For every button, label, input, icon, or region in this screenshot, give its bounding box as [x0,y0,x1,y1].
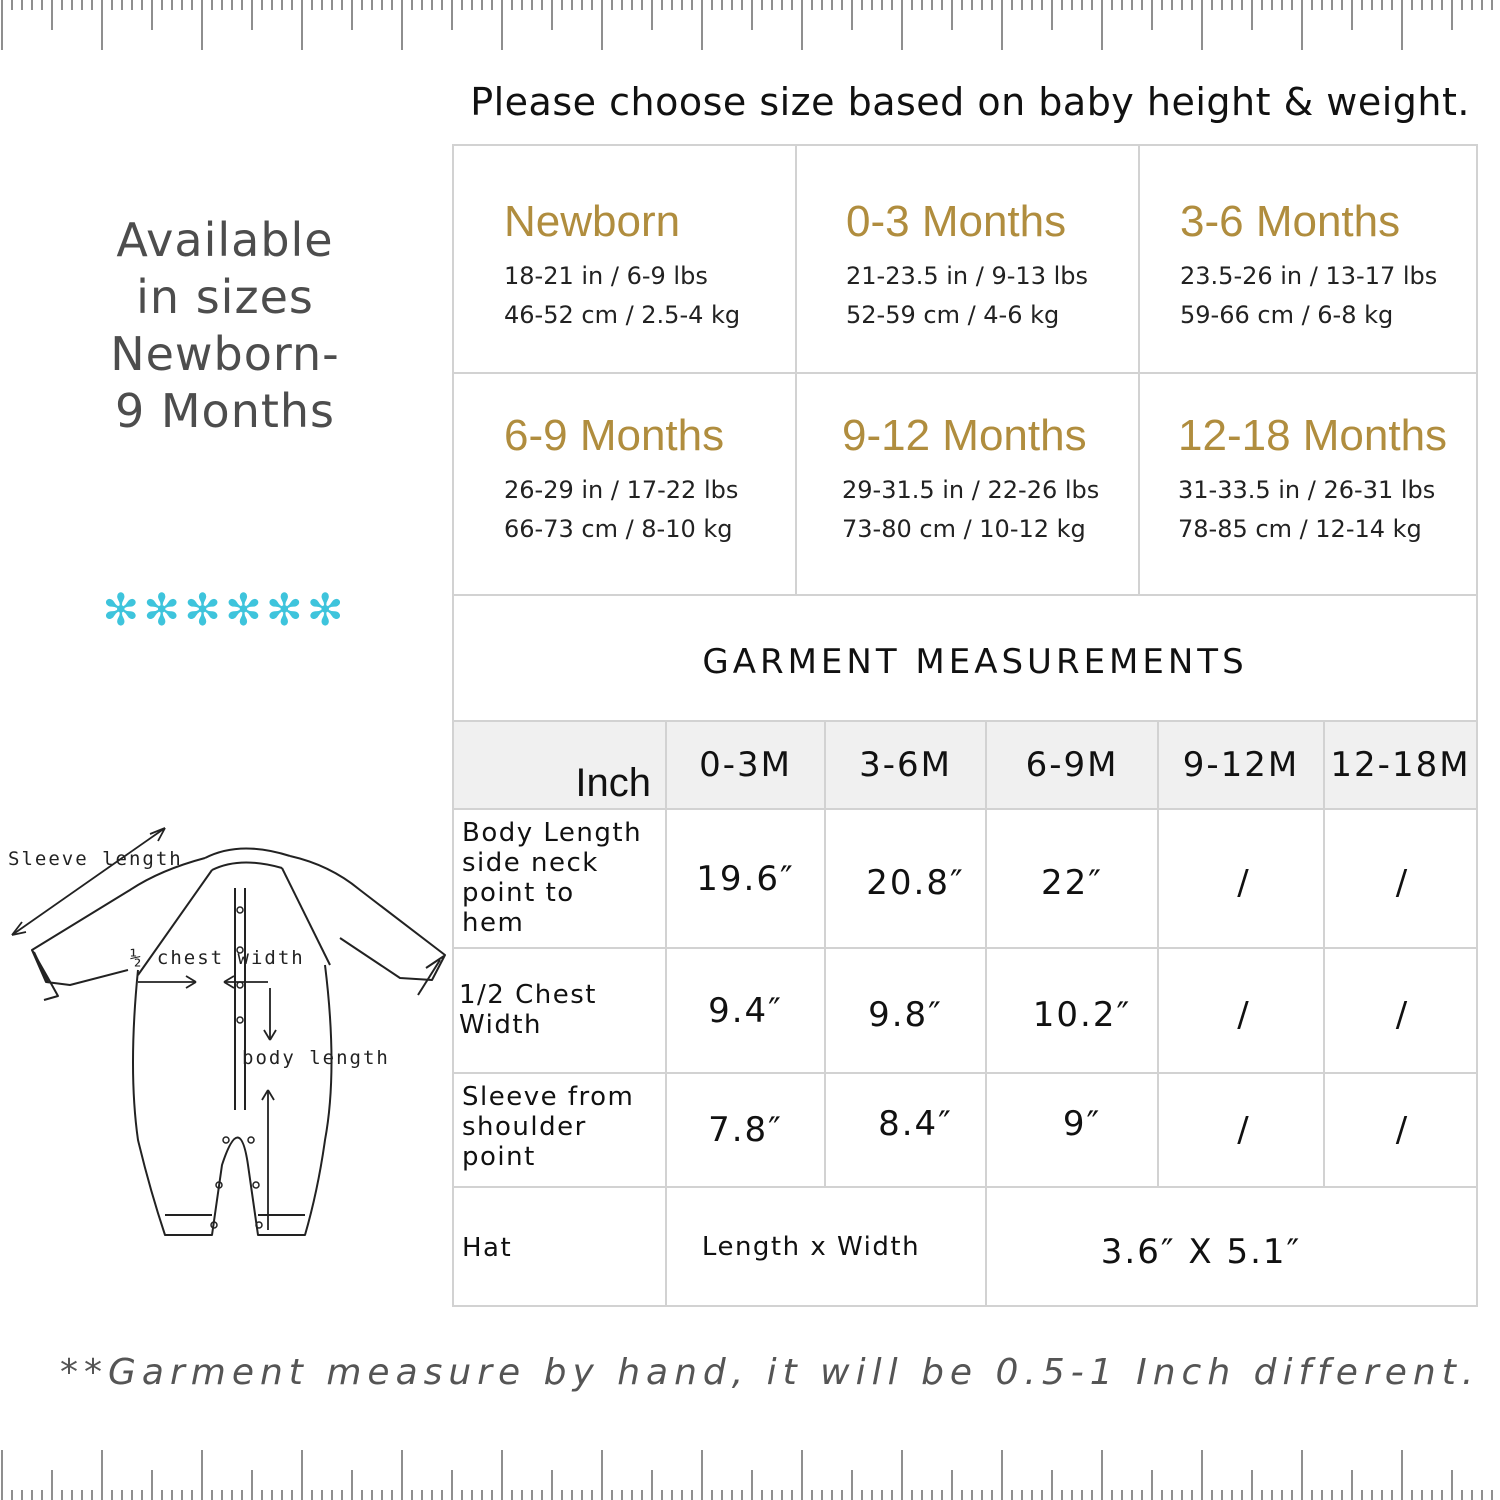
size-guide-grid [452,144,1478,596]
measurement-value: 22″ [1041,862,1103,903]
measurement-value: 7.8″ [708,1110,783,1150]
measurement-value: 20.8″ [866,862,965,903]
row-label-line: point [462,1142,536,1172]
measurement-value: / [1237,862,1251,903]
size-cell [1180,197,1438,330]
size-metric: 52-59 cm / 4-6 kg [846,300,1060,329]
measurement-value: / [1395,994,1410,1035]
measurement-value: 9.4″ [708,990,783,1031]
half-chest-width-label: ½ chest width [130,947,305,969]
row-label-line: hem [462,908,525,938]
footnote: **Garment measure by hand, it will be 0.5-1 Inch different. [60,1352,1480,1393]
size-metric: 73-80 cm / 10-12 kg [842,514,1086,543]
size-title: 3-6 Months [1180,197,1401,246]
size-cell [504,197,741,330]
row-label-line: Sleeve from [462,1082,635,1112]
measurement-value: 9.8″ [868,994,943,1035]
measurement-value: 19.6″ [696,858,795,899]
row-label-line: side neck [462,848,599,878]
measurement-value: / [1395,862,1410,903]
hat-measurement-value: 3.6″ X 5.1″ [1100,1231,1302,1272]
size-imperial: 26-29 in / 17-22 lbs [504,476,739,504]
measurement-value: / [1237,1110,1251,1150]
measurement-value: 9″ [1062,1104,1102,1144]
body-length-label: body length [242,1047,390,1069]
available-line: 9 Months [114,384,336,438]
unit-label: Inch [575,761,651,805]
size-metric: 66-73 cm / 8-10 kg [504,514,733,543]
ruler-top [0,0,1500,60]
size-imperial: 18-21 in / 6-9 lbs [504,262,708,290]
size-title: 0-3 Months [846,197,1067,246]
available-line: Newborn- [110,327,340,381]
column-header: 12-18M [1330,745,1471,785]
available-sizes-text [60,212,390,440]
measurement-value: 8.4″ [878,1104,953,1144]
row-label-line: Body Length [462,818,643,848]
ruler-bottom [0,1440,1500,1500]
size-metric: 59-66 cm / 6-8 kg [1180,300,1394,329]
size-cell [1178,411,1448,544]
romper-diagram [0,810,450,1260]
row-label-line: Width [459,1010,543,1040]
hat-dimension-label: Length x Width [701,1231,921,1262]
row-label [454,818,665,947]
available-line: Available [116,213,334,267]
column-header: 0-3M [699,745,792,785]
star-divider: ✻✻✻✻✻✻ [102,585,348,636]
row-label [454,1082,665,1182]
column-header: 3-6M [859,745,952,785]
size-title: Newborn [504,197,681,246]
size-metric: 46-52 cm / 2.5-4 kg [504,300,741,329]
headline: Please choose size based on baby height & weight. [470,80,1470,124]
row-label-line: 1/2 Chest [459,980,597,1010]
column-header: 9-12M [1182,745,1300,785]
size-title: 6-9 Months [504,411,725,460]
size-imperial: 21-23.5 in / 9-13 lbs [846,262,1088,290]
size-metric: 78-85 cm / 12-14 kg [1178,514,1422,543]
row-label-line: point to [462,878,575,908]
available-line: in sizes [136,270,314,324]
size-imperial: 31-33.5 in / 26-31 lbs [1178,476,1436,504]
size-title: 9-12 Months [842,411,1087,460]
column-header: 6-9M [1025,745,1119,785]
size-imperial: 29-31.5 in / 22-26 lbs [842,476,1100,504]
row-label-hat: Hat [462,1232,513,1263]
row-label-line: shoulder [462,1112,587,1142]
size-cell [504,411,739,544]
measurement-value: 10.2″ [1032,994,1132,1035]
measurement-value: / [1395,1110,1410,1150]
size-title: 12-18 Months [1178,411,1448,460]
size-imperial: 23.5-26 in / 13-17 lbs [1180,262,1438,290]
size-cell [842,411,1100,544]
measurement-value: / [1237,994,1251,1035]
sleeve-length-label: Sleeve length [8,848,183,870]
garment-measurements-title: GARMENT MEASUREMENTS [702,642,1248,682]
row-label [451,980,665,1050]
size-cell [846,197,1088,330]
